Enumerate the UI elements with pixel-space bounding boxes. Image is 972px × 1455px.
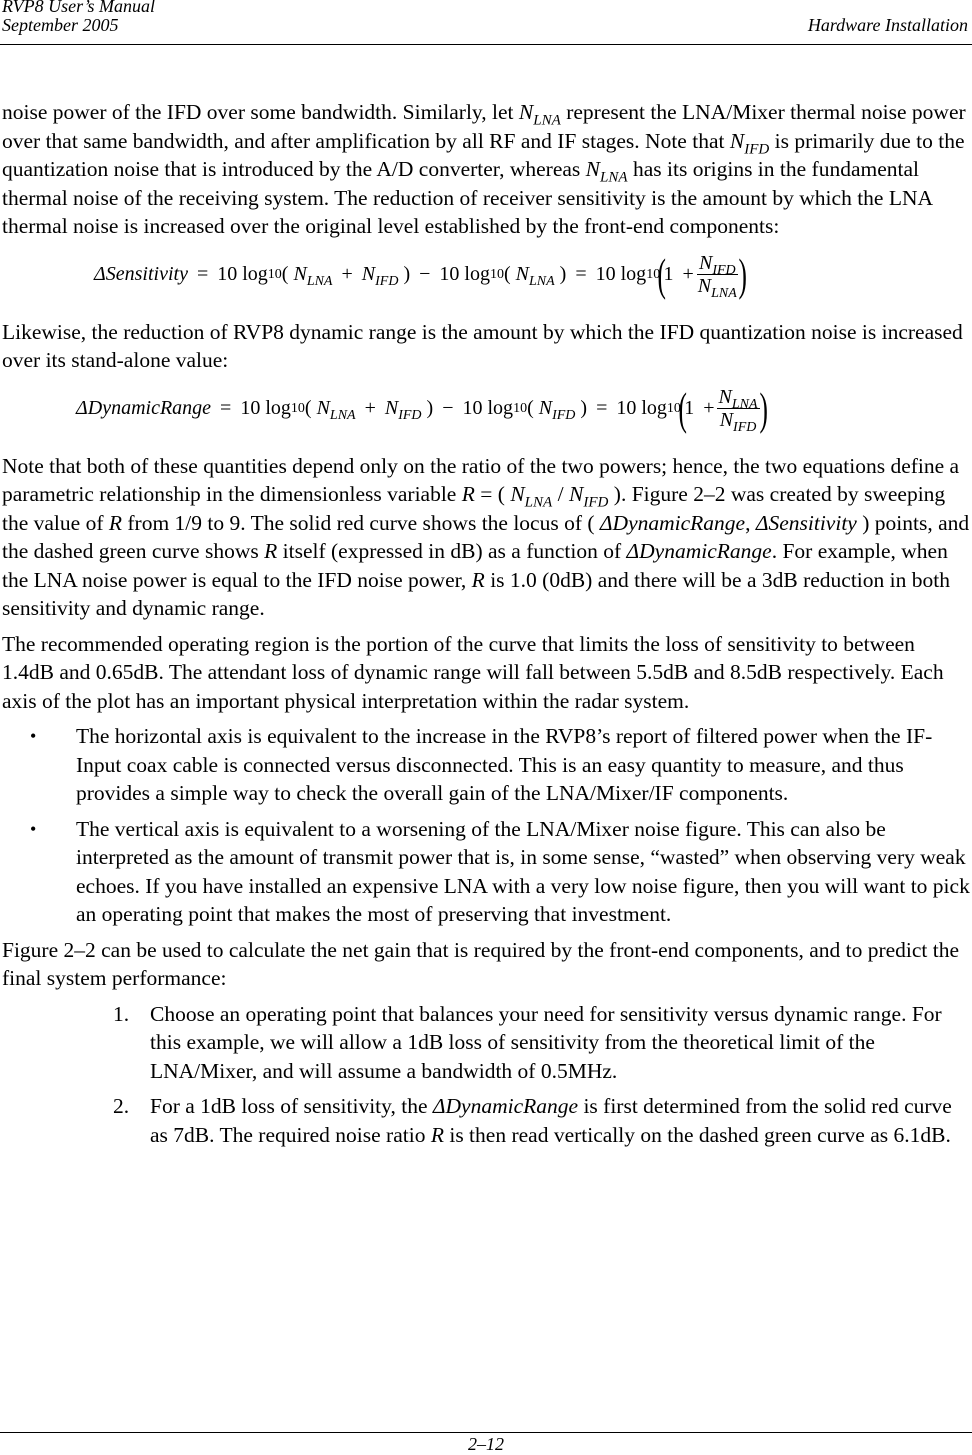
text: Note that both of these quantities depend only on the ratio of the two powers; hence, the two equations define a parametric relationship in the dimensionless variable	[2, 453, 960, 506]
n-ifd-symbol: $N_{IFD}$	[729, 128, 770, 157]
page-number: 2–12	[468, 1434, 504, 1454]
paragraph-noise-definitions	[2, 98, 970, 241]
header-manual-info	[2, 0, 155, 35]
text: has its origins in the fundamental thermal noise of the receiving system. The reduction of receiver sensitivity is the amount by which the LNA thermal noise is increased over the original level established by the front-end components:	[2, 157, 932, 238]
text: is 1.0 (0dB) and there will be a 3dB reduction in both sensitivity and dynamic range.	[2, 567, 950, 620]
equation-delta-dynamic-range: Δ DynamicRange = 10 log 10 ( $N_{LNA}$ + $N_{IFD}$ ) − 10 log 10 ( $N_{IFD}$ ) = 10 log 10 ( 1 + $\frac{N_{LNA}}{N_{IFD}}$ )	[76, 382, 768, 435]
text: represent the LNA/Mixer thermal noise power over that same bandwidth, and after amplification by all RF and IF stages. Note that	[2, 100, 966, 153]
text: noise power of the IFD over some bandwidth. Similarly, let	[2, 100, 519, 124]
r-symbol: R	[471, 567, 485, 592]
text: Figure 2–2 was created by sweeping the value of	[2, 482, 946, 535]
locus-pair: ( ΔDynamicRange, ΔSensitivity )	[587, 510, 870, 535]
text: . For example, when the LNA noise power is equal to the IFD noise power,	[2, 539, 948, 592]
footer-rule	[0, 1432, 972, 1433]
header-date: September 2005	[2, 15, 119, 35]
paragraph-ratio-relationship	[2, 452, 970, 623]
page-header	[0, 0, 972, 45]
bullet-icon: •	[30, 726, 37, 746]
list-item: 1. Choose an operating point that balances your need for sensitivity versus dynamic range. For this example, we will allow a 1dB loss of sensitivity from the theoretical limit of the LNA/Mixer, and will assume a bandwidth of 0.5MHz.	[113, 1001, 942, 1083]
n-lna-symbol: $N_{LNA}$	[518, 100, 561, 129]
header-manual-title: RVP8 User’s Manual	[2, 0, 155, 16]
n-lna-symbol: $N_{LNA}$	[585, 157, 628, 186]
axis-interpretation-list	[2, 722, 970, 929]
header-section-title: Hardware Installation	[807, 15, 968, 35]
text: is primarily due to the quantization noise that is introduced by the A/D converter, whereas	[2, 128, 965, 181]
list-item: • The vertical axis is equivalent to a worsening of the LNA/Mixer noise figure. This can also be interpreted as the amount of transmit power that is, in some sense, “wasted” when observing very weak echoes. If you have installed an expensive LNA with a very low noise figure, then you will want to pick an operating point that makes the most of preserving that investment.	[30, 816, 970, 926]
procedure-steps	[2, 1000, 970, 1150]
bullet-icon: •	[30, 818, 37, 839]
r-symbol: R	[264, 539, 278, 563]
text: from 1/9 to 9. The solid red curve shows the locus of	[122, 510, 588, 535]
list-item: • The horizontal axis is equivalent to the increase in the RVP8’s report of filtered power when the IF-Input coax cable is connected versus disconnected. This is an easy quantity to measure, and thus provides a simple way to check the overall gain of the LNA/Mixer/IF components.	[30, 724, 933, 805]
paragraph-operating-region: The recommended operating region is the portion of the curve that limits the loss of sensitivity to between 1.4dB and 0.65dB. The attendant loss of dynamic range will fall between 5.5dB and 8.5dB respectively. Each axis of the plot has an important physical interpretation within the radar system.	[2, 631, 944, 713]
page-body	[2, 98, 970, 1156]
delta-dynamic-range-symbol: ΔDynamicRange	[626, 539, 772, 563]
r-symbol: R	[108, 510, 123, 535]
ratio-definition: R = ( $N_{LNA} / N_{IFD}$ ).	[461, 482, 627, 511]
paragraph-dynamic-range-intro: Likewise, the reduction of RVP8 dynamic range is the amount by which the IFD quantization noise is increased over its stand-alone value:	[2, 319, 963, 372]
list-item: 2. For a 1dB loss of sensitivity, the ΔDynamicRange is first determined from the solid red curve as 7dB. The required noise ratio R is then read vertically on the dashed green curve as 6.1dB.	[113, 1094, 952, 1147]
text: itself (expressed in dB) as a function of	[277, 539, 627, 563]
text: points, and the dashed green curve shows	[2, 510, 970, 563]
paragraph-figure-usage: Figure 2–2 can be used to calculate the net gain that is required by the front-end components, and to predict the final system performance:	[2, 937, 960, 990]
delta-dynamic-range-symbol: ΔDynamicRange	[432, 1094, 579, 1118]
equation-delta-sensitivity: Δ Sensitivity = 10 log 10 ( $N_{LNA}$ + $N_{IFD}$ ) − 10 log 10 ( $N_{LNA}$ ) = 10 log 10 ( 1 + $\frac{N_{IFD}}{N_{LNA}}$ )	[94, 248, 747, 301]
